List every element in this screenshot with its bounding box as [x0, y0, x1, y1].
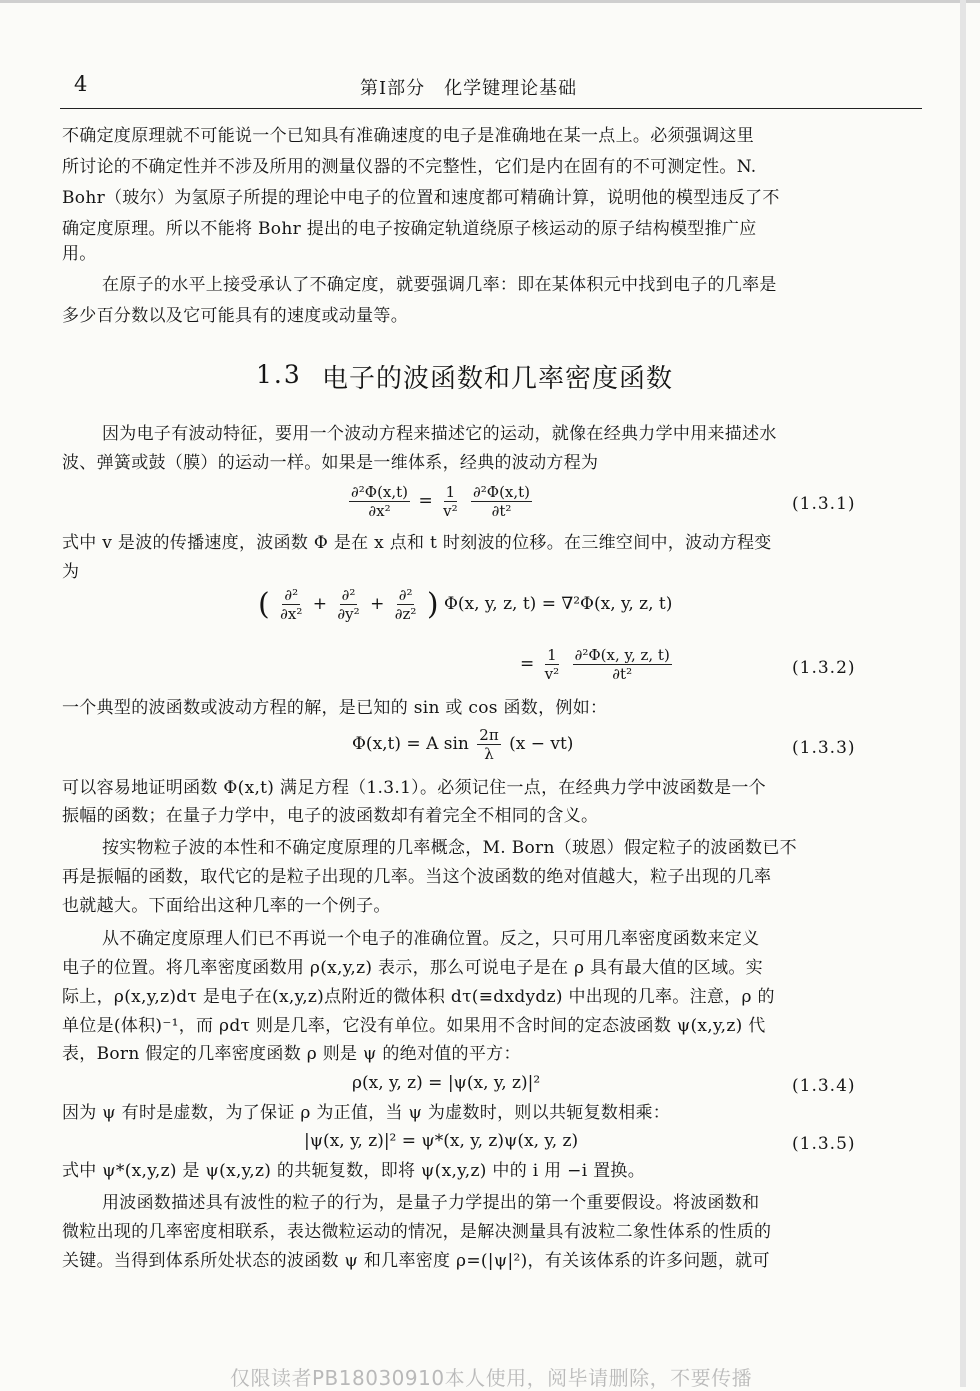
paragraph-line: 波、弹簧或鼓（膜）的运动一样。如果是一维体系，经典的波动方程为 [62, 453, 599, 473]
eq2-dz-num: ∂² [398, 586, 413, 604]
paragraph-line: 所讨论的不确定性并不涉及所用的测量仪器的不完整性，它们是内在固有的不可测定性。N. [62, 157, 757, 177]
equation-1-3-5: |ψ(x, y, z)|² = ψ*(x, y, z)ψ(x, y, z) [304, 1131, 579, 1151]
eq3-rhs: (x − vt) [509, 734, 574, 754]
equation-1-3-3 [352, 726, 573, 763]
scan-edge-right [960, 0, 966, 1387]
equation-number: (1.3.3) [792, 738, 856, 758]
watermark-text: 仅限读者PB18030910本人使用，阅毕请删除，不要传播 [230, 1366, 753, 1390]
eq2-dy-num: ∂² [341, 586, 356, 604]
paragraph-line: 式中 ψ*(x,y,z) 是 ψ(x,y,z) 的共轭复数，即将 ψ(x,y,z) 中的 i 用 −i 置换。 [62, 1161, 646, 1181]
paragraph-line: 用。 [62, 244, 97, 264]
eq3-frac-den: λ [484, 745, 494, 763]
equation-1-3-4: ρ(x, y, z) = |ψ(x, y, z)|² [352, 1073, 541, 1093]
eq1-rhs-den: ∂t² [491, 502, 512, 520]
eq1-coef-num: 1 [445, 483, 456, 501]
eq2-dx-den: ∂x² [280, 605, 303, 623]
eq1-rhs-num: ∂²Φ(x,t) [473, 483, 531, 501]
page-number: 4 [74, 72, 88, 96]
paragraph-line: 确定度原理。所以不能将 Bohr 提出的电子按确定轨道绕原子核运动的原子结构模型推广应 [62, 219, 757, 239]
eq2-coef-den: v² [544, 665, 560, 683]
paragraph-line: 际上，ρ(x,y,z)dτ 是电子在(x,y,z)点附近的微体积 dτ(≡dxdydz) 中出现的几率。注意，ρ 的 [62, 987, 775, 1007]
eq2-dy-den: ∂y² [337, 605, 360, 623]
section-number: 1.3 [256, 360, 302, 389]
paragraph-line: 微粒出现的几率密度相联系，表达微粒运动的情况，是解决测量具有波粒二象性体系的性质的 [62, 1222, 772, 1242]
paragraph-line: 关键。当得到体系所处状态的波函数 ψ 和几率密度 ρ=(|ψ|²)，有关该体系的许多问题，就可 [62, 1251, 770, 1271]
paragraph-line: 可以容易地证明函数 Φ(x,t) 满足方程（1.3.1）。必须记住一点，在经典力学中波函数是一个 [62, 778, 766, 798]
eq2-plus: + [312, 594, 328, 614]
scan-edge-top [0, 0, 980, 3]
paragraph-line: Bohr（玻尔）为氢原子所提的理论中电子的位置和速度都可精确计算，说明他的模型违反了不 [62, 188, 780, 208]
eq2-dz-den: ∂z² [394, 605, 417, 623]
running-head: 第Ⅰ部分 化学键理论基础 [360, 78, 578, 99]
equation-1-3-2-line1: ( $\frac{\text{∂²}}{\text{∂x²}}$ + $\frac{\text{∂²}}{\text{∂y²}}$ + $\frac{\text{∂²}}{\text{∂z²}}$ ) Φ(x, y, z, t) = ∇²Φ(x, y, z, t) [258, 586, 673, 623]
paragraph-line: 多少百分数以及它可能具有的速度或动量等。 [62, 306, 408, 326]
paragraph-line: 按实物粒子波的本性和不确定度原理的几率概念，M. Born（玻恩）假定粒子的波函数已不 [102, 838, 797, 858]
eq1-equals: = [418, 491, 433, 511]
eq2-coef-num: 1 [547, 646, 557, 664]
eq2-plus: + [370, 594, 385, 614]
eq1-lhs-num: ∂²Φ(x,t) [351, 483, 409, 501]
paragraph-line: 从不确定度原理人们已不再说一个电子的准确位置。反之，只可用几率密度函数来定义 [102, 929, 760, 949]
equation-1-3-1 [346, 483, 535, 520]
eq2-rhs-den: ∂t² [612, 665, 633, 683]
paragraph-line: 因为电子有波动特征，要用一个波动方程来描述它的运动，就像在经典力学中用来描述水 [102, 424, 777, 444]
eq2-line1-rest: Φ(x, y, z, t) = ∇²Φ(x, y, z, t) [443, 594, 673, 614]
paragraph-line: 再是振幅的函数，取代它的是粒子出现的几率。当这个波函数的绝对值越大，粒子出现的几率 [62, 867, 772, 887]
equation-number: (1.3.1) [792, 494, 856, 514]
equation-number: (1.3.5) [792, 1134, 856, 1154]
eq1-lhs-den: ∂x² [368, 502, 391, 520]
header-rule [60, 108, 922, 109]
paragraph-line: 振幅的函数；在量子力学中，电子的波函数却有着完全不相同的含义。 [62, 806, 599, 826]
paragraph-line: 电子的位置。将几率密度函数用 ρ(x,y,z) 表示，那么可说电子是在 ρ 具有最大值的区域。实 [62, 958, 763, 978]
eq1-coef-den: v² [443, 502, 458, 520]
paragraph-line: 单位是(体积)⁻¹，而 ρdτ 则是几率，它没有单位。如果用不含时间的定态波函数 ψ(x,y,z) 代 [62, 1016, 766, 1036]
paragraph-line: 在原子的水平上接受承认了不确定度，就要强调几率：即在某体积元中找到电子的几率是 [102, 275, 777, 295]
paragraph-line: 用波函数描述具有波性的粒子的行为，是量子力学提出的第一个重要假设。将波函数和 [102, 1193, 760, 1213]
section-title: 电子的波函数和几率密度函数 [322, 364, 674, 394]
paragraph-line: 为 [62, 562, 80, 582]
equation-number: (1.3.2) [792, 658, 856, 678]
paragraph-line: 一个典型的波函数或波动方程的解，是已知的 sin 或 cos 函数，例如： [62, 698, 608, 718]
eq2-equals: = [520, 654, 535, 674]
eq3-frac-num: 2π [479, 726, 499, 744]
paragraph-line: 表，Born 假定的几率密度函数 ρ 则是 ψ 的绝对值的平方： [62, 1044, 521, 1064]
paragraph-line: 因为 ψ 有时是虚数，为了保证 ρ 为正值，当 ψ 为虚数时，则以共轭复数相乘： [62, 1103, 671, 1123]
eq2-dx-num: ∂² [284, 586, 299, 604]
paragraph-line: 式中 v 是波的传播速度，波函数 Φ 是在 x 点和 t 时刻波的位移。在三维空间中，波动方程变 [62, 533, 772, 553]
eq3-lhs: Φ(x,t) = A sin [352, 734, 469, 754]
equation-1-3-2-line2 [520, 646, 675, 683]
equation-number: (1.3.4) [792, 1076, 856, 1096]
paragraph-line: 不确定度原理就不可能说一个已知具有准确速度的电子是准确地在某一点上。必须强调这里 [62, 126, 754, 146]
paragraph-line: 也就越大。下面给出这种几率的一个例子。 [62, 896, 391, 916]
eq2-rhs-num: ∂²Φ(x, y, z, t) [574, 646, 670, 664]
